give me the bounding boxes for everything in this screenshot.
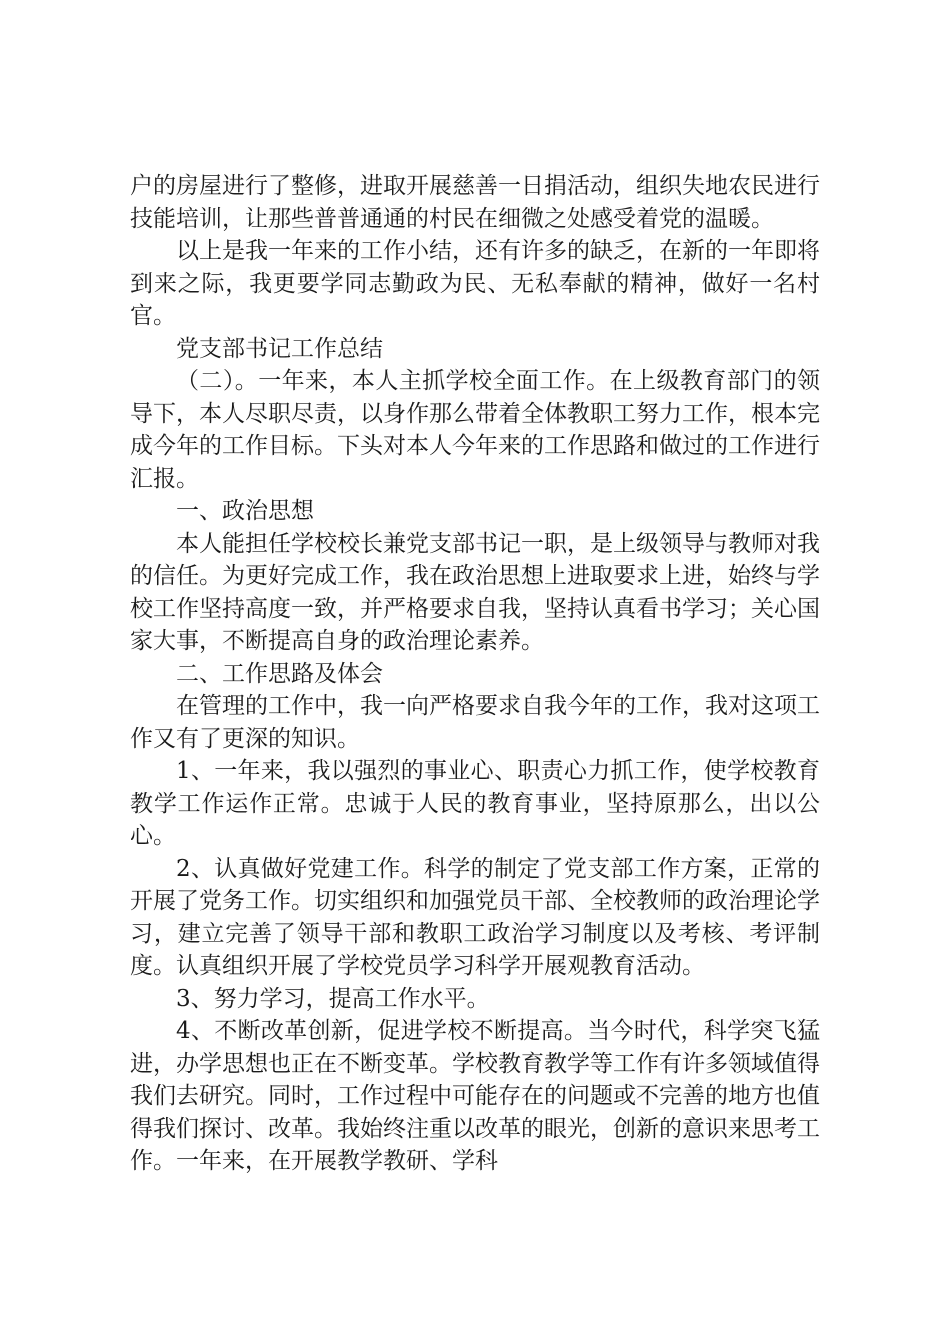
list-item: 1、一年来，我以强烈的事业心、职责心力抓工作，使学校教育教学工作运作正常。忠诚于人民的教育事业，坚持原那么，出以公心。 — [130, 758, 820, 849]
paragraph: 户的房屋进行了整修，进取开展慈善一日捐活动，组织失地农民进行技能培训，让那些普普通通的村民在细微之处感受着党的温暖。 — [130, 173, 820, 232]
paragraph: 在管理的工作中，我一向严格要求自我今年的工作，我对这项工作又有了更深的知识。 — [130, 693, 820, 752]
section-heading: 一、政治思想 — [176, 498, 314, 524]
section-heading: 二、工作思路及体会 — [176, 660, 383, 687]
paragraph: （二）。一年来，本人主抓学校全面工作。在上级教育部门的领导下，本人尽职尽责，以身作那么带着全体教职工努力工作，根本完成今年的工作目标。下头对本人今年来的工作思路和做过的工作进行汇报。 — [130, 368, 820, 492]
list-item: 4、不断改革创新，促进学校不断提高。当今时代，科学突飞猛进，办学思想也正在不断变革。学校教育教学等工作有许多领域值得我们去研究。同时，工作过程中可能存在的问题或不完善的地方也值得我们探讨、改革。我始终注重以改革的眼光，创新的意识来思考工作。一年来，在开展教学教研、学科 — [130, 1018, 820, 1174]
document-body — [130, 170, 820, 1178]
paragraph: 本人能担任学校校长兼党支部书记一职，是上级领导与教师对我的信任。为更好完成工作，我在政治思想上进取要求上进，始终与学校工作坚持高度一致，并严格要求自我，坚持认真看书学习；关心国家大事，不断提高自身的政治理论素养。 — [130, 530, 820, 654]
paragraph: 以上是我一年来的工作小结，还有许多的缺乏，在新的一年即将到来之际，我更要学同志勤政为民、无私奉献的精神，做好一名村官。 — [130, 238, 820, 329]
list-item: 3、努力学习，提高工作水平。 — [176, 985, 490, 1012]
list-item: 2、认真做好党建工作。科学的制定了党支部工作方案，正常的开展了党务工作。切实组织和加强党员干部、全校教师的政治理论学习，建立完善了领导干部和教职工政治学习制度以及考核、考评制度。认真组织开展了学校党员学习科学开展观教育活动。 — [130, 855, 820, 979]
section-title: 党支部书记工作总结 — [176, 335, 383, 362]
